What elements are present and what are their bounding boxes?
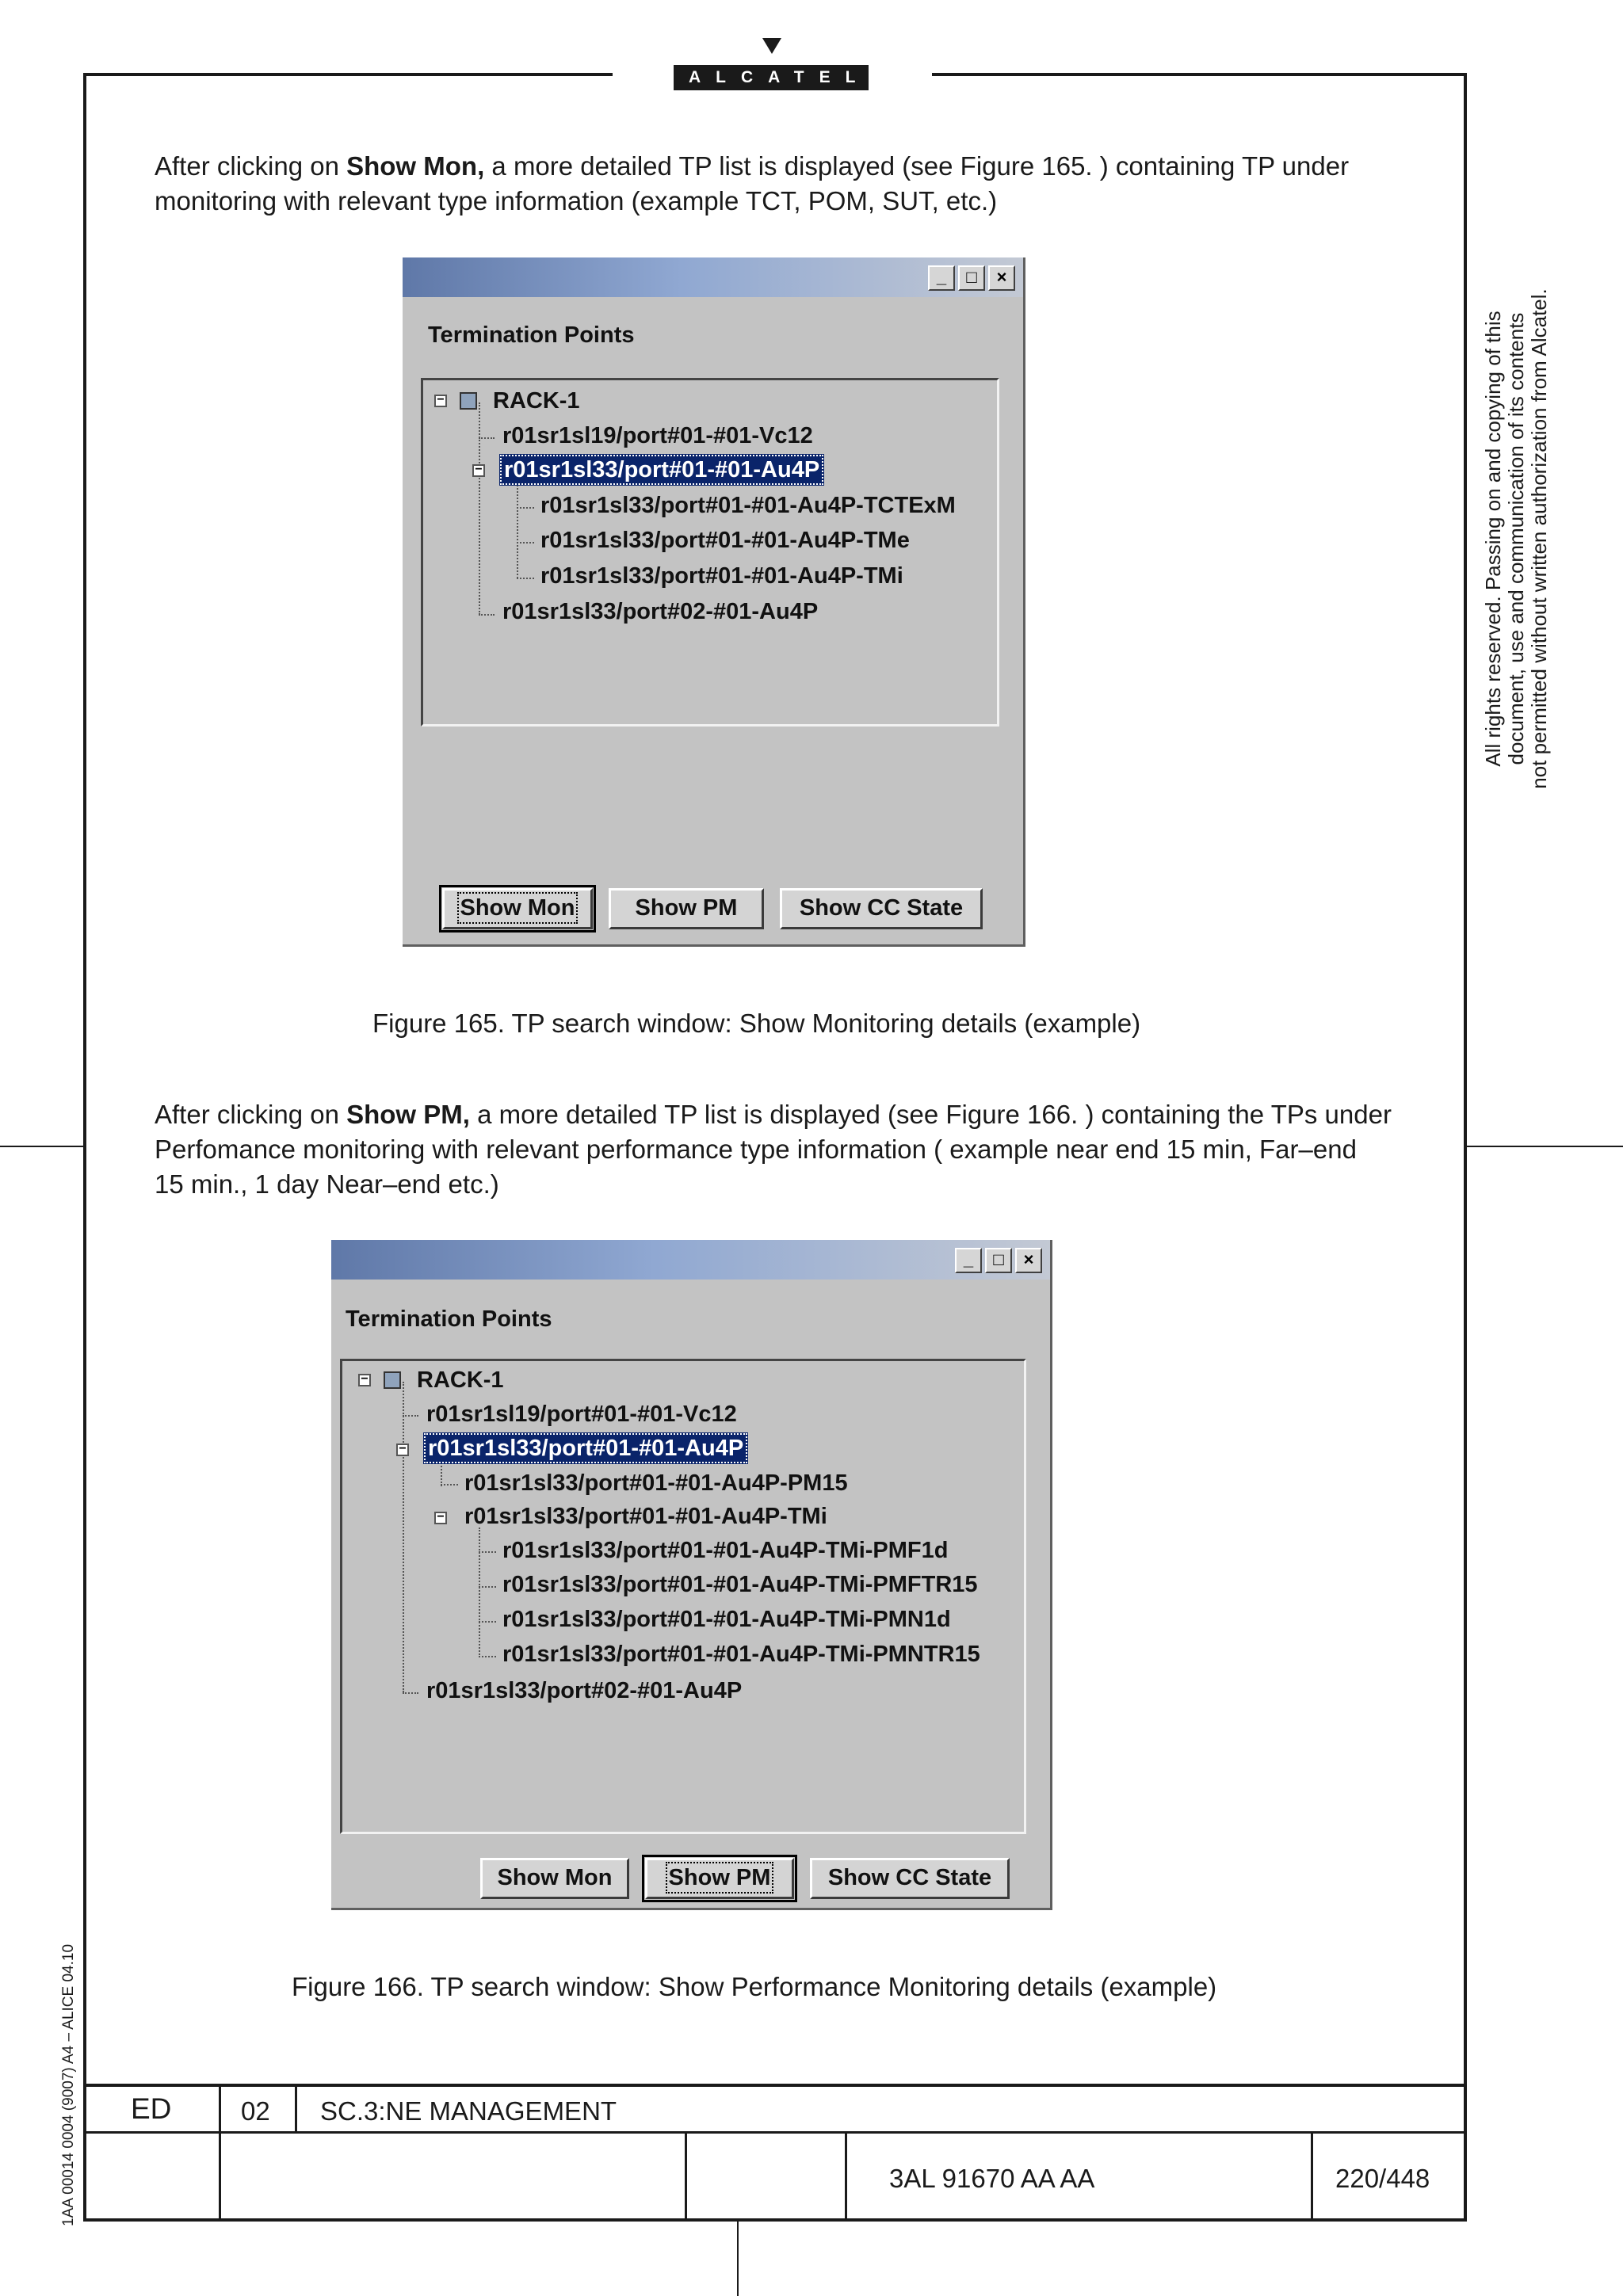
- collapse-icon[interactable]: −: [396, 1444, 409, 1456]
- document-form-code: 1AA 00014 0004 (9007) A4 – ALICE 04.10: [60, 1943, 77, 2226]
- button-label: Show Mon: [460, 895, 575, 921]
- paragraph-text: After clicking on: [155, 1100, 347, 1129]
- alcatel-logo: [674, 38, 869, 93]
- tree-connector: [479, 1621, 496, 1623]
- edition-value: 02: [241, 2096, 270, 2126]
- footer-divider: [295, 2084, 297, 2133]
- footer-divider: [845, 2131, 847, 2222]
- tree-connector: [479, 1656, 496, 1657]
- footer-top-rule: [83, 2084, 1467, 2087]
- tree-node[interactable]: r01sr1sl33/port#02-#01-Au4P: [426, 1678, 743, 1703]
- figure-caption: Figure 165. TP search window: Show Monitoring details (example): [372, 1009, 1141, 1038]
- show-pm-button[interactable]: [609, 888, 764, 929]
- tp-search-window-mon: [403, 257, 1025, 947]
- minimize-icon[interactable]: _: [928, 265, 955, 291]
- collapse-icon[interactable]: −: [434, 1512, 447, 1524]
- tree-node[interactable]: r01sr1sl33/port#01-#01-Au4P-PM15: [464, 1470, 848, 1496]
- logo-arrow-icon: [762, 38, 781, 54]
- document-code: 3AL 91670 AA AA: [889, 2164, 1095, 2193]
- button-label: Show PM: [668, 1865, 771, 1890]
- tp-search-window-pm: [331, 1240, 1052, 1910]
- paragraph-bold: Show Mon,: [346, 151, 485, 181]
- margin-mark-bottom: [737, 2222, 739, 2296]
- footer-divider: [219, 2084, 221, 2222]
- paragraph-text: a more detailed TP list is displayed (see Figure 166. ) containing the TPs under: [469, 1100, 1392, 1129]
- button-label: Show CC State: [799, 895, 964, 921]
- show-mon-button[interactable]: [480, 1858, 629, 1899]
- tree-node[interactable]: r01sr1sl33/port#01-#01-Au4P-TMi-PMNTR15: [502, 1642, 980, 1667]
- tree-node-selected[interactable]: r01sr1sl33/port#01-#01-Au4P: [499, 454, 824, 486]
- tree-connector: [479, 1551, 496, 1553]
- frame-left: [83, 73, 86, 2222]
- paragraph-text: 15 min., 1 day Near–end etc.): [155, 1169, 499, 1199]
- close-icon[interactable]: ×: [988, 265, 1015, 291]
- panel-heading: Termination Points: [346, 1306, 552, 1332]
- frame-top-left: [83, 73, 613, 76]
- frame-right: [1464, 73, 1467, 2222]
- copyright-line: All rights reserved. Passing on and copying of this: [1481, 311, 1505, 767]
- tree-connector: [517, 542, 534, 543]
- tree-node[interactable]: r01sr1sl33/port#01-#01-Au4P-TCTExM: [540, 493, 956, 518]
- figure-caption: Figure 166. TP search window: Show Performance Monitoring details (example): [292, 1972, 1217, 2001]
- footer-bottom-rule: [83, 2218, 1467, 2222]
- rack-icon: [384, 1371, 401, 1389]
- minimize-icon[interactable]: _: [955, 1248, 982, 1273]
- collapse-icon[interactable]: −: [434, 395, 447, 407]
- maximize-icon[interactable]: □: [985, 1248, 1012, 1273]
- margin-mark-left: [0, 1146, 83, 1147]
- tree-connector: [403, 1415, 418, 1417]
- tree-connector: [403, 1692, 418, 1694]
- copyright-notice: [1482, 277, 1551, 800]
- paragraph-show-mon: [155, 149, 1407, 219]
- edition-label: ED: [131, 2092, 172, 2125]
- tree-node-selected[interactable]: r01sr1sl33/port#01-#01-Au4P: [423, 1432, 748, 1464]
- tree-node[interactable]: r01sr1sl33/port#01-#01-Au4P-TMe: [540, 528, 910, 553]
- maximize-icon[interactable]: □: [958, 265, 985, 291]
- copyright-line: not permitted without written authorization from Alcatel.: [1527, 288, 1551, 789]
- tree-connector: [517, 482, 518, 578]
- paragraph-text: a more detailed TP list is displayed (see Figure 165. ) containing TP under: [484, 151, 1350, 181]
- button-label: Show PM: [635, 895, 738, 921]
- tree-node[interactable]: r01sr1sl19/port#01-#01-Vc12: [426, 1402, 737, 1427]
- show-cc-state-button[interactable]: [780, 888, 983, 929]
- paragraph-bold: Show PM,: [346, 1100, 470, 1129]
- collapse-icon[interactable]: −: [358, 1374, 371, 1386]
- tree-connector: [479, 1527, 480, 1657]
- tree-node-rack[interactable]: RACK-1: [417, 1367, 504, 1393]
- tree-node[interactable]: r01sr1sl33/port#01-#01-Au4P-TMi-PMN1d: [502, 1607, 951, 1632]
- tree-connector: [479, 614, 495, 616]
- footer-mid-rule: [83, 2131, 1467, 2134]
- margin-mark-right: [1467, 1146, 1623, 1147]
- tree-connector: [441, 1484, 458, 1486]
- tree-connector: [517, 578, 534, 579]
- button-label: Show Mon: [497, 1865, 613, 1890]
- tree-connector: [479, 437, 495, 439]
- logo-wordmark: ALCATEL: [674, 65, 869, 90]
- tree-node[interactable]: r01sr1sl33/port#01-#01-Au4P-TMi: [540, 563, 903, 589]
- footer-divider: [685, 2131, 687, 2222]
- section-title: SC.3:NE MANAGEMENT: [320, 2096, 617, 2126]
- paragraph-show-pm: [155, 1097, 1407, 1202]
- paragraph-text: After clicking on: [155, 151, 347, 181]
- tp-tree[interactable]: [421, 378, 999, 727]
- window-titlebar[interactable]: [331, 1240, 1050, 1280]
- show-mon-button[interactable]: [442, 888, 593, 929]
- tree-connector: [479, 1586, 496, 1588]
- paragraph-text: monitoring with relevant type information (example TCT, POM, SUT, etc.): [155, 186, 998, 215]
- tree-connector: [517, 507, 534, 509]
- window-titlebar[interactable]: [403, 257, 1023, 297]
- tree-node-rack[interactable]: RACK-1: [493, 388, 580, 414]
- button-label: Show CC State: [827, 1865, 992, 1890]
- tree-connector: [403, 1382, 404, 1692]
- tree-node[interactable]: r01sr1sl33/port#01-#01-Au4P-TMi-PMFTR15: [502, 1572, 978, 1597]
- show-cc-state-button[interactable]: [810, 1858, 1010, 1899]
- tree-node[interactable]: r01sr1sl33/port#01-#01-Au4P-TMi-PMF1d: [502, 1538, 949, 1563]
- copyright-line: document, use and communication of its contents: [1504, 312, 1528, 765]
- paragraph-text: Perfomance monitoring with relevant performance type information ( example near end 15 min, Far–end: [155, 1135, 1357, 1164]
- tree-node[interactable]: r01sr1sl19/port#01-#01-Vc12: [502, 423, 813, 448]
- close-icon[interactable]: ×: [1015, 1248, 1042, 1273]
- show-pm-button[interactable]: [645, 1858, 794, 1899]
- collapse-icon[interactable]: −: [472, 464, 485, 477]
- panel-heading: Termination Points: [428, 322, 635, 348]
- tp-tree[interactable]: [340, 1359, 1026, 1834]
- tree-connector: [479, 402, 480, 615]
- rack-icon: [460, 392, 477, 410]
- tree-node[interactable]: r01sr1sl33/port#02-#01-Au4P: [502, 599, 819, 624]
- tree-node[interactable]: r01sr1sl33/port#01-#01-Au4P-TMi: [464, 1504, 827, 1529]
- page-number: 220/448: [1335, 2164, 1430, 2193]
- frame-top-right: [932, 73, 1467, 76]
- footer-divider: [1311, 2131, 1313, 2222]
